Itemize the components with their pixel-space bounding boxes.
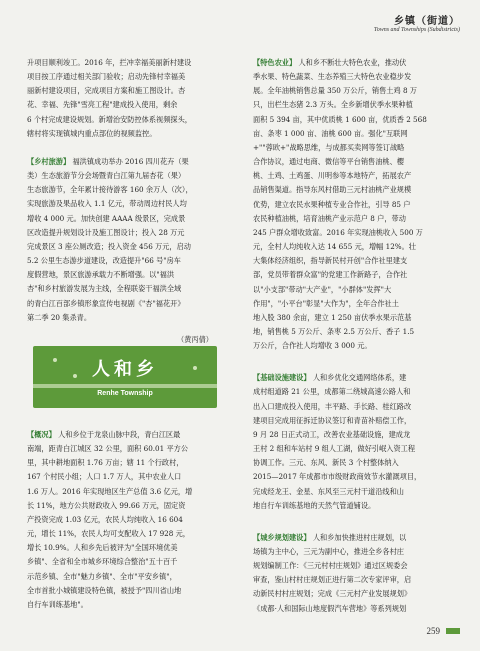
infrastructure-tag: 【基础设施建设】 [253, 373, 311, 383]
agriculture-section [253, 56, 451, 353]
overview-tag: 【概况】 [27, 430, 56, 439]
text-line: 2015—2017 年成都市市级财政商效节水灌溉项目， [253, 472, 422, 482]
text-line: 南端，距青白江城区 32 公里，面积 60.01 平方公 [27, 444, 189, 454]
agriculture-tag: 【特色农业】 [253, 58, 297, 67]
page-number-bar [446, 628, 460, 634]
text-line: 第二季 20 集杀青。 [27, 312, 92, 322]
left-column [27, 56, 225, 347]
text-line: 地自行车训练基地的天然气管道铺设。 [253, 500, 376, 510]
text-line: 作用"，"小平台"彰显"大作为"，全年合作社土 [253, 298, 399, 308]
page-number: 259 [426, 626, 440, 636]
text-line: 桃、土鸡、土鸡蛋、川明参等本地特产，拓展农产 [253, 171, 412, 181]
text-line: 实现旅游及果品收入 1.1 亿元，带动周边村民人均 [27, 199, 187, 209]
text-line: 升项目顺利竣工。2016 年，拦冲幸福美丽新村建设 [27, 58, 192, 67]
text-line: 优势，建立农民水果种植专业合作社，引导 85 户 [253, 199, 411, 209]
text-line: 167 个村民小组；人口 1.7 万人，其中农业人口 [27, 472, 182, 482]
intro-paragraph [27, 56, 225, 141]
text-line: 产投资完成 1.03 亿元，农民人均纯收入 16 604 [27, 514, 183, 524]
text-line: 亩、条枣 1 000 亩、油桃 600 亩。强化"互联网 [253, 128, 408, 138]
running-header-title: 乡镇（街道） [394, 16, 460, 27]
text-line: 【城乡规划建设】 人和乡加快推进村庄规划，以 [253, 532, 407, 542]
text-line: 部，党员带着群众富"的党建工作新路子，合作社 [253, 270, 408, 280]
infrastructure-section [253, 371, 451, 513]
overview-section [27, 428, 225, 612]
text-line: 地，销售桃 5 万公斤、条枣 2.5 万公斤、香子 1.5 [253, 326, 415, 336]
text-line: 丽新村建设项目，完成项目方案和施工图设计。杏 [27, 86, 186, 96]
text-line: 【特色农业】 人和乡不断壮大特色农业，推动伏 [253, 58, 407, 67]
text-line: 季水果、特色蔬菜、生态养殖三大特色农业稳步发 [253, 72, 412, 82]
text-line: 乡镇"、全省和全市城乡环境综合整治"五十百千 [27, 557, 178, 567]
text-line: 1.6 万人。2016 年实现地区生产总值 3.6 亿元，增 [27, 486, 193, 496]
text-line: 大集体经济组织，指导新民村开创"合作社里建支 [253, 256, 408, 266]
right-column [253, 56, 451, 616]
text-line: 增长 10.9%。人和乡先后被评为"全国环境优美 [27, 543, 178, 553]
text-line: 度假营地，景区旅游承载力不断增强。以"福洪 [27, 270, 175, 280]
text-line: 增收 4 000 元。加快创建 AAAA 级景区，完成景 [27, 213, 186, 223]
text-line: 合作协议，通过电商、微信等平台销售油桃、樱 [253, 157, 404, 167]
text-line: 里，其中耕地面积 1.76 万亩；辖 11 个行政村， [27, 458, 184, 468]
text-line: 建项目完成用征拆迁协议签订和青苗补赔偿工作， [253, 415, 412, 425]
author-signature: （黄丙倩） [177, 334, 213, 344]
text-line: +""蓉欧+"战略思维，与成都买卖网等签订战略 [253, 142, 405, 152]
text-line: 长 11%，地方公共财政收入 99.66 万元，固定资 [27, 500, 186, 510]
text-line: 生态旅游节，全年累计接待游客 160 余万人（次）， [27, 185, 193, 195]
text-line: 6 个村完成建设规划。新增治安防控体系视频探头， [27, 114, 192, 124]
text-line: 成村组道路 21 公里，成都第二绕城高速公路人和 [253, 387, 411, 397]
text-line: 元，全村人均纯收入达 14 655 元，增幅 12%。壮 [253, 242, 416, 252]
banner-subtitle: Renhe Township [97, 390, 153, 397]
banner-title: 人和乡 [92, 359, 158, 380]
text-line: 审查，鉴山村村庄规划正进行第二次专家评审，启 [253, 575, 412, 585]
text-line: 完成景区 3 座公厕改造；投入资金 456 万元，启动 [27, 241, 191, 251]
text-line: 【概况】 人和乡位于龙泉山脉中段，青白江区最 [27, 430, 181, 439]
text-line: 规划编制工作：《三元村村庄规划》通过区规委会 [253, 561, 408, 571]
text-line: 项目按工序通过相关部门验收；启动先锋村幸福美 [27, 72, 186, 82]
text-line: 【乡村旅游】 福洪镇成功举办 2016 四川花卉（果 [27, 156, 189, 166]
text-line: 5.2 公里生态游步道建设，改造提升"66 号"房车 [27, 256, 181, 266]
text-line: 品销售渠道。指导东风村借助三元村油桃产业规模 [253, 185, 412, 195]
text-line: 万公斤，合作社人均增收 3 000 元。 [253, 341, 372, 351]
text-line: 协调工作。三元、东风、新民 3 个村整体纳入 [253, 458, 399, 468]
text-line: 只，出栏生态猪 2.3 万头。全乡新增伏季水果种植 [253, 100, 413, 110]
text-line: 的青白江百部乡镇形象宣传电视剧《"杏"福花开》 [27, 298, 185, 308]
text-line: 辖村将实现镇城内重点部位的视频监控。 [27, 128, 157, 138]
text-line: 杏"和乡村旅游发展为主线，全程联姿干福洪全域 [27, 284, 182, 294]
text-line: 以"小支部"带动"大产业"，"小群体"发挥"大 [253, 284, 392, 294]
text-line: 完成经龙王、金星、东风至三元村干道沿线和山 [253, 486, 404, 496]
text-line: 【基础设施建设】 人和乡优化交通网络体系，建 [253, 373, 407, 383]
text-line: 农民种植油桃，培育油桃产业示范户 8 户，带动 [253, 213, 406, 223]
tourism-section [27, 155, 225, 347]
text-line: 示范乡镇、全市"魅力乡镇"、全市"平安乡镇"， [27, 571, 177, 581]
tourism-tag: 【乡村旅游】 [27, 156, 71, 166]
text-line: 场镇为主中心，三元为副中心，推进全乡各村庄 [253, 547, 404, 556]
text-line: 245 户群众增收致富。2016 年实现油桃收入 500 万 [253, 227, 423, 237]
planning-section [253, 531, 451, 616]
text-line: 《成都·人和国际山地度假汽车营地》等系列规划 [253, 603, 407, 613]
text-line: 全市首批小城镇建设特色镇，被授予"四川省山地 [27, 585, 182, 595]
township-banner [33, 346, 217, 408]
text-line: 王村 2 组和车站村 9 组人工湖，做好引岷入资工程 [253, 444, 416, 454]
text-line: 花、幸福、先锋"雪亮工程"建成投入使用，剩余 [27, 100, 178, 110]
text-line: 面积 5 394 亩，其中优质桃 1 600 亩，优质香 2 568 [253, 114, 427, 124]
text-line: 区改造提升规划设计及施工图设计；投入 28 万元 [27, 227, 185, 237]
text-line: 动新民村村庄规划；完成《三元村产业发展规划》 [253, 589, 412, 599]
text-line: 元，增长 11%，农民人均可支配收入 17 928 元， [27, 529, 190, 539]
text-line: 类）生态旅游节分会场暨青白江第九届杏花（果） [27, 171, 186, 181]
text-line: 自行车训练基地"。 [27, 599, 88, 609]
text-line: 地入股 380 余亩，建立 1 250 亩伏季水果示范基 [253, 312, 412, 322]
running-header-subtitle: Towns and Townships (Subdistricts) [373, 27, 460, 33]
text-line: 9 月 28 日正式动工，改善农业基础设施，建成龙 [253, 429, 411, 439]
text-line: 出入口建成投入使用，丰平路、手长路、桂红路改 [253, 401, 412, 411]
planning-tag: 【城乡规划建设】 [253, 532, 311, 542]
text-line: 展。全年油桃销售总量 350 万公斤，销售土鸡 8 万 [253, 86, 417, 96]
